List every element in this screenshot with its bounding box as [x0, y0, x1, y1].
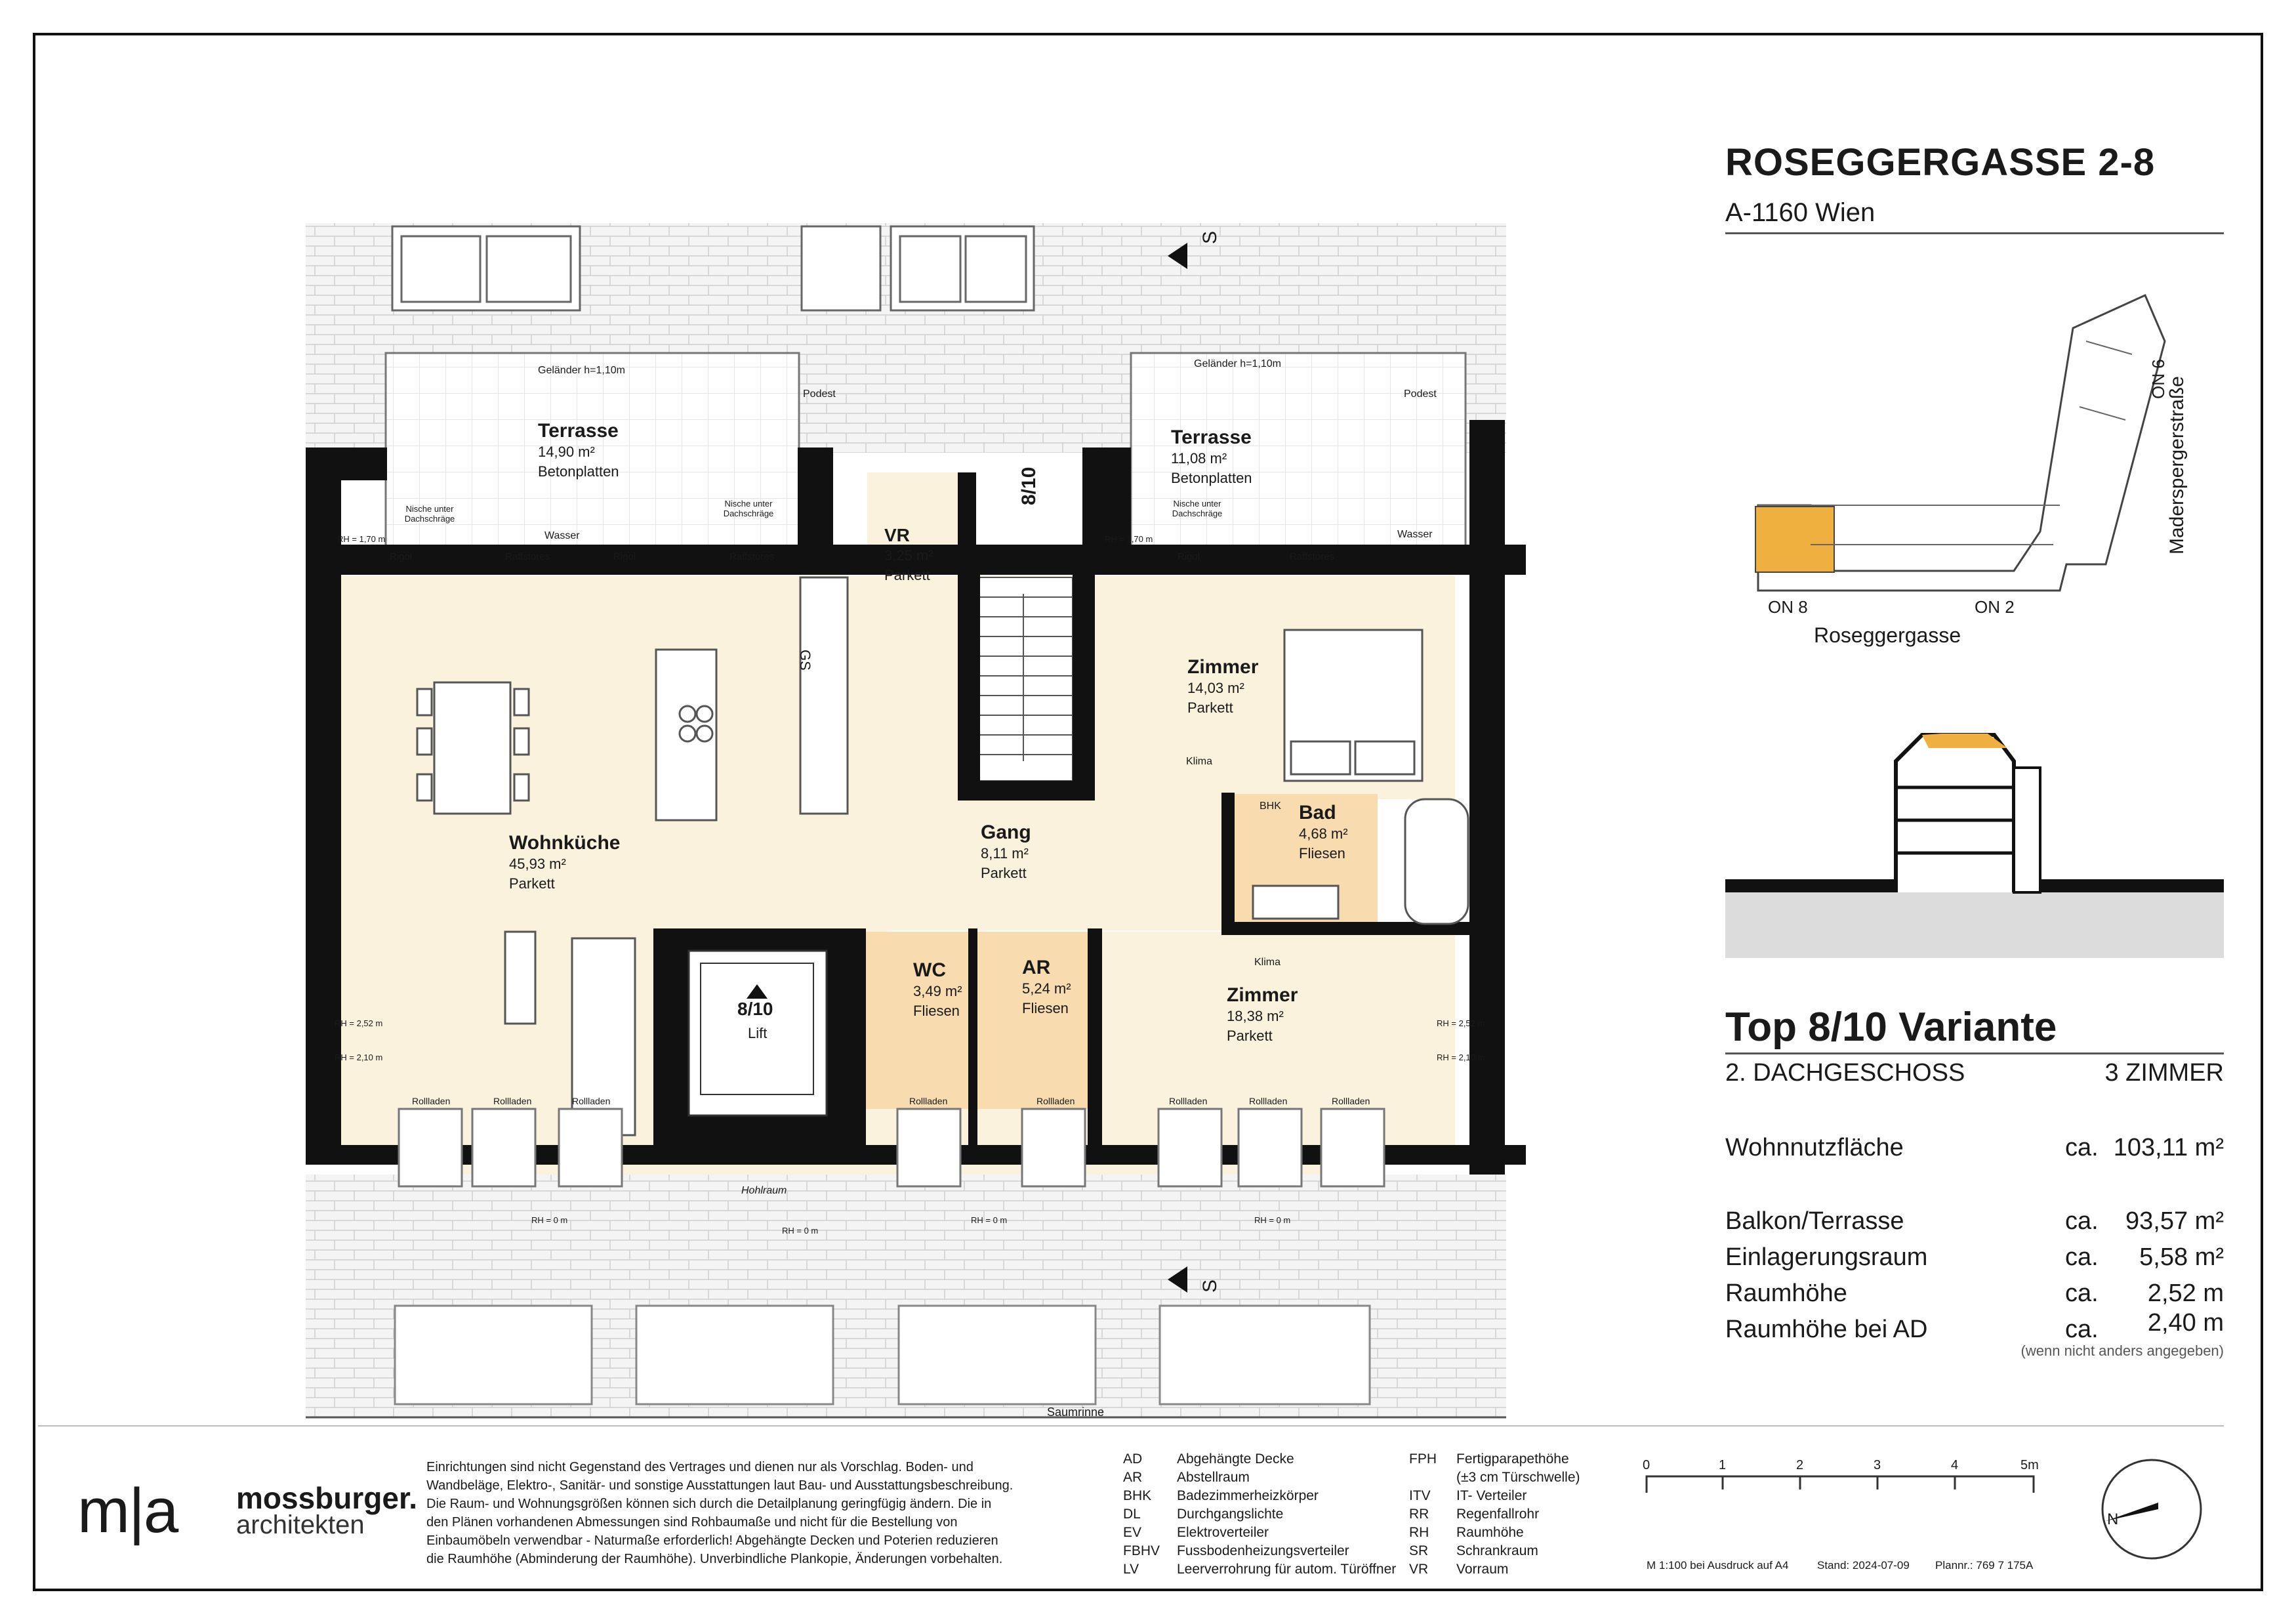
north-icon: N [2107, 1510, 2119, 1528]
area-value: 2,52 m [2147, 1280, 2224, 1307]
site-street-side: Maderspergerstraße [2166, 376, 2188, 554]
rh-label: RH = 0 m [531, 1215, 568, 1225]
area-value: 2,40 m [2147, 1309, 2224, 1337]
stairs [977, 577, 1073, 781]
room-label: Zimmer 14,03 m² Parkett [1187, 656, 1259, 716]
railing-label: Geländer h=1,10m [1194, 358, 1281, 369]
rh-label: RH = 2,10 m [1437, 1052, 1485, 1062]
rh-label: RH = 2,52 m [335, 1018, 383, 1028]
rh-label: RH = 1,70 m [1105, 534, 1153, 544]
room-label: Terrasse 11,08 m² Betonplatten [1171, 427, 1252, 486]
rollladen-label: Rollladen [909, 1096, 948, 1106]
rh-label: RH = 0 m [782, 1226, 819, 1236]
rh-label: RH = 2,10 m [335, 1052, 383, 1062]
klima-label: Klima [1186, 756, 1213, 767]
lift-number: 8/10 [737, 999, 773, 1019]
area-label: Einlagerungsraum [1725, 1243, 1928, 1271]
area-prefix: ca. [2065, 1243, 2099, 1271]
bed [1284, 630, 1422, 781]
rigol-label: Rigol [390, 551, 413, 562]
room-label: Wohnküche 45,93 m² Parkett [509, 832, 621, 892]
podest-label: Podest [1404, 388, 1437, 400]
plan-date: Stand: 2024-07-09 [1817, 1559, 1910, 1572]
rollladen-label: Rollladen [1249, 1096, 1288, 1106]
hollow-label: Hohlraum [741, 1185, 787, 1196]
rollladen-label: Rollladen [1332, 1096, 1370, 1106]
company-logo: m|a [77, 1476, 178, 1546]
site-plan [1755, 295, 2165, 591]
room-label: VR 3,25 m² Parkett [884, 525, 933, 583]
area-value: 93,57 m² [2125, 1207, 2224, 1235]
scale-tick: 2 [1796, 1458, 1804, 1472]
railing-label: Geländer h=1,10m [538, 365, 625, 376]
rigol-label: Rigol [613, 551, 636, 562]
klima-label: Klima [1254, 957, 1281, 968]
area-label: Raumhöhe bei AD [1725, 1316, 1928, 1343]
rollladen-label: Rollladen [572, 1096, 611, 1106]
scale-text: M 1:100 bei Ausdruck auf A4 [1647, 1559, 1789, 1572]
site-label-on2: ON 2 [1975, 597, 2015, 617]
scale-tick: 5m [2020, 1458, 2039, 1472]
company-sub: architekten [236, 1510, 365, 1539]
rollladen-label: Rollladen [1036, 1096, 1075, 1106]
rollladen-label: Rollladen [493, 1096, 532, 1106]
rollladen-label: Rollladen [1169, 1096, 1208, 1106]
rh-label: RH = 2,52 m [1437, 1018, 1485, 1028]
rh-label: RH = 0 m [971, 1215, 1008, 1225]
scale-tick: 1 [1719, 1458, 1727, 1472]
niche-note: Nische unter Dachschräge [723, 499, 774, 518]
area-prefix: ca. [2065, 1316, 2099, 1343]
room-label: WC 3,49 m² Fliesen [913, 959, 962, 1019]
divider [1725, 1052, 2224, 1054]
areas-note: (wenn nicht anders angegeben) [2020, 1343, 2224, 1359]
niche-note: Nische unter Dachschräge [1172, 499, 1223, 518]
area-label: Raumhöhe [1725, 1280, 1847, 1307]
site-label-on8: ON 8 [1768, 597, 1808, 617]
room-label: Zimmer 18,38 m² Parkett [1227, 984, 1298, 1044]
scale-bar [1647, 1476, 2034, 1493]
rigol-label: Rigol [1178, 551, 1200, 562]
area-prefix: ca. [2065, 1280, 2099, 1307]
niche-note: Nische unter Dachschräge [404, 504, 455, 524]
wasser-label: Wasser [544, 530, 580, 541]
building-section [1725, 734, 2224, 958]
rh-label: RH = 1,70 m [337, 534, 386, 544]
unit-floor: 2. DACHGESCHOSS [1725, 1059, 1965, 1087]
section-marker: S [1199, 1279, 1221, 1293]
area-label: Wohnnutzfläche [1725, 1134, 1904, 1161]
room-label: Terrasse 14,90 m² Betonplatten [538, 420, 619, 480]
lift-label: Lift [748, 1025, 768, 1041]
unit-number: 8/10 [1018, 467, 1040, 505]
gs-label: GS [797, 650, 813, 671]
legend-right: FPH Fertigparapethöhe (±3 cm Türschwelle) ITV IT- Verteiler RR Regenfallrohr RH Raumhöhe SR Schrankraum VR Vorraum [1409, 1451, 1580, 1577]
area-label: Balkon/Terrasse [1725, 1207, 1904, 1235]
room-label: AR 5,24 m² Fliesen [1022, 957, 1071, 1016]
room-label: Gang 8,11 m² Parkett [981, 822, 1031, 881]
scale-tick: 4 [1951, 1458, 1959, 1472]
podest-label: Podest [803, 388, 836, 400]
city-line: A-1160 Wien [1725, 198, 1876, 227]
section-marker: S [1199, 230, 1221, 244]
rollladen-label: Rollladen [412, 1096, 451, 1106]
scale-tick: 3 [1874, 1458, 1881, 1472]
unit-title: Top 8/10 Variante [1725, 1005, 2057, 1050]
disclaimer: Einrichtungen sind nicht Gegenstand des Vertrages und dienen nur als Vorschlag. Boden- und Wandbeläge, Elektro-, Sanitär- und sonstige Ausstattungen laut Bau- und Ausstattungsbeschreibung. Die Raum- und Wohnungsgrößen können sich durch die Detailplanung geringfügig ändern. Die in den Plänen vorhandenen Abmessungen sind Rohbaumaße und nicht für die Bestellung von Einbaumöbeln verwendbar - Naturmaße erforderlich! Abgehängte Decken und Poterien reduzieren die Raumhöhe (Abminderung der Raumhöhe). Unverbindliche Plankopie, Änderungen vorbehalten. [426, 1460, 1014, 1566]
scale-tick: 0 [1643, 1458, 1650, 1472]
address-title: ROSEGGERGASSE 2-8 [1725, 141, 2156, 184]
company-name: mossburger. [236, 1481, 418, 1515]
raffstores-label: Raffstores [729, 551, 775, 562]
legend-left: AD Abgehängte Decke AR Abstellraum BHK Badezimmerheizkörper DL Durchgangslichte EV Elektroverteiler FBHV Fussbodenheizungsverteiler LV Leerverrohrung für autom. Türöffner [1123, 1451, 1397, 1577]
raffstores-label: Raffstores [1290, 551, 1335, 562]
area-value: 103,11 m² [2113, 1134, 2224, 1161]
rh-label: RH = 0 m [1254, 1215, 1291, 1225]
bhk-label: BHK [1260, 801, 1281, 812]
room-label: Bad 4,68 m² Fliesen [1299, 802, 1348, 862]
divider [1725, 232, 2224, 234]
wasser-label: Wasser [1397, 529, 1433, 540]
north-arrow [2102, 1460, 2201, 1558]
area-value: 5,58 m² [2139, 1243, 2224, 1271]
unit-rooms: 3 ZIMMER [2104, 1059, 2224, 1087]
area-prefix: ca. [2065, 1134, 2099, 1161]
site-label-on6: ON 6 [2148, 359, 2168, 399]
divider [38, 1425, 2224, 1426]
area-prefix: ca. [2065, 1207, 2099, 1235]
plan-number: Plannr.: 769 7 175A [1935, 1559, 2034, 1572]
site-street-main: Roseggergasse [1814, 623, 1961, 647]
gutter-label: Saumrinne [1047, 1405, 1105, 1419]
raffstores-label: Raffstores [505, 551, 550, 562]
